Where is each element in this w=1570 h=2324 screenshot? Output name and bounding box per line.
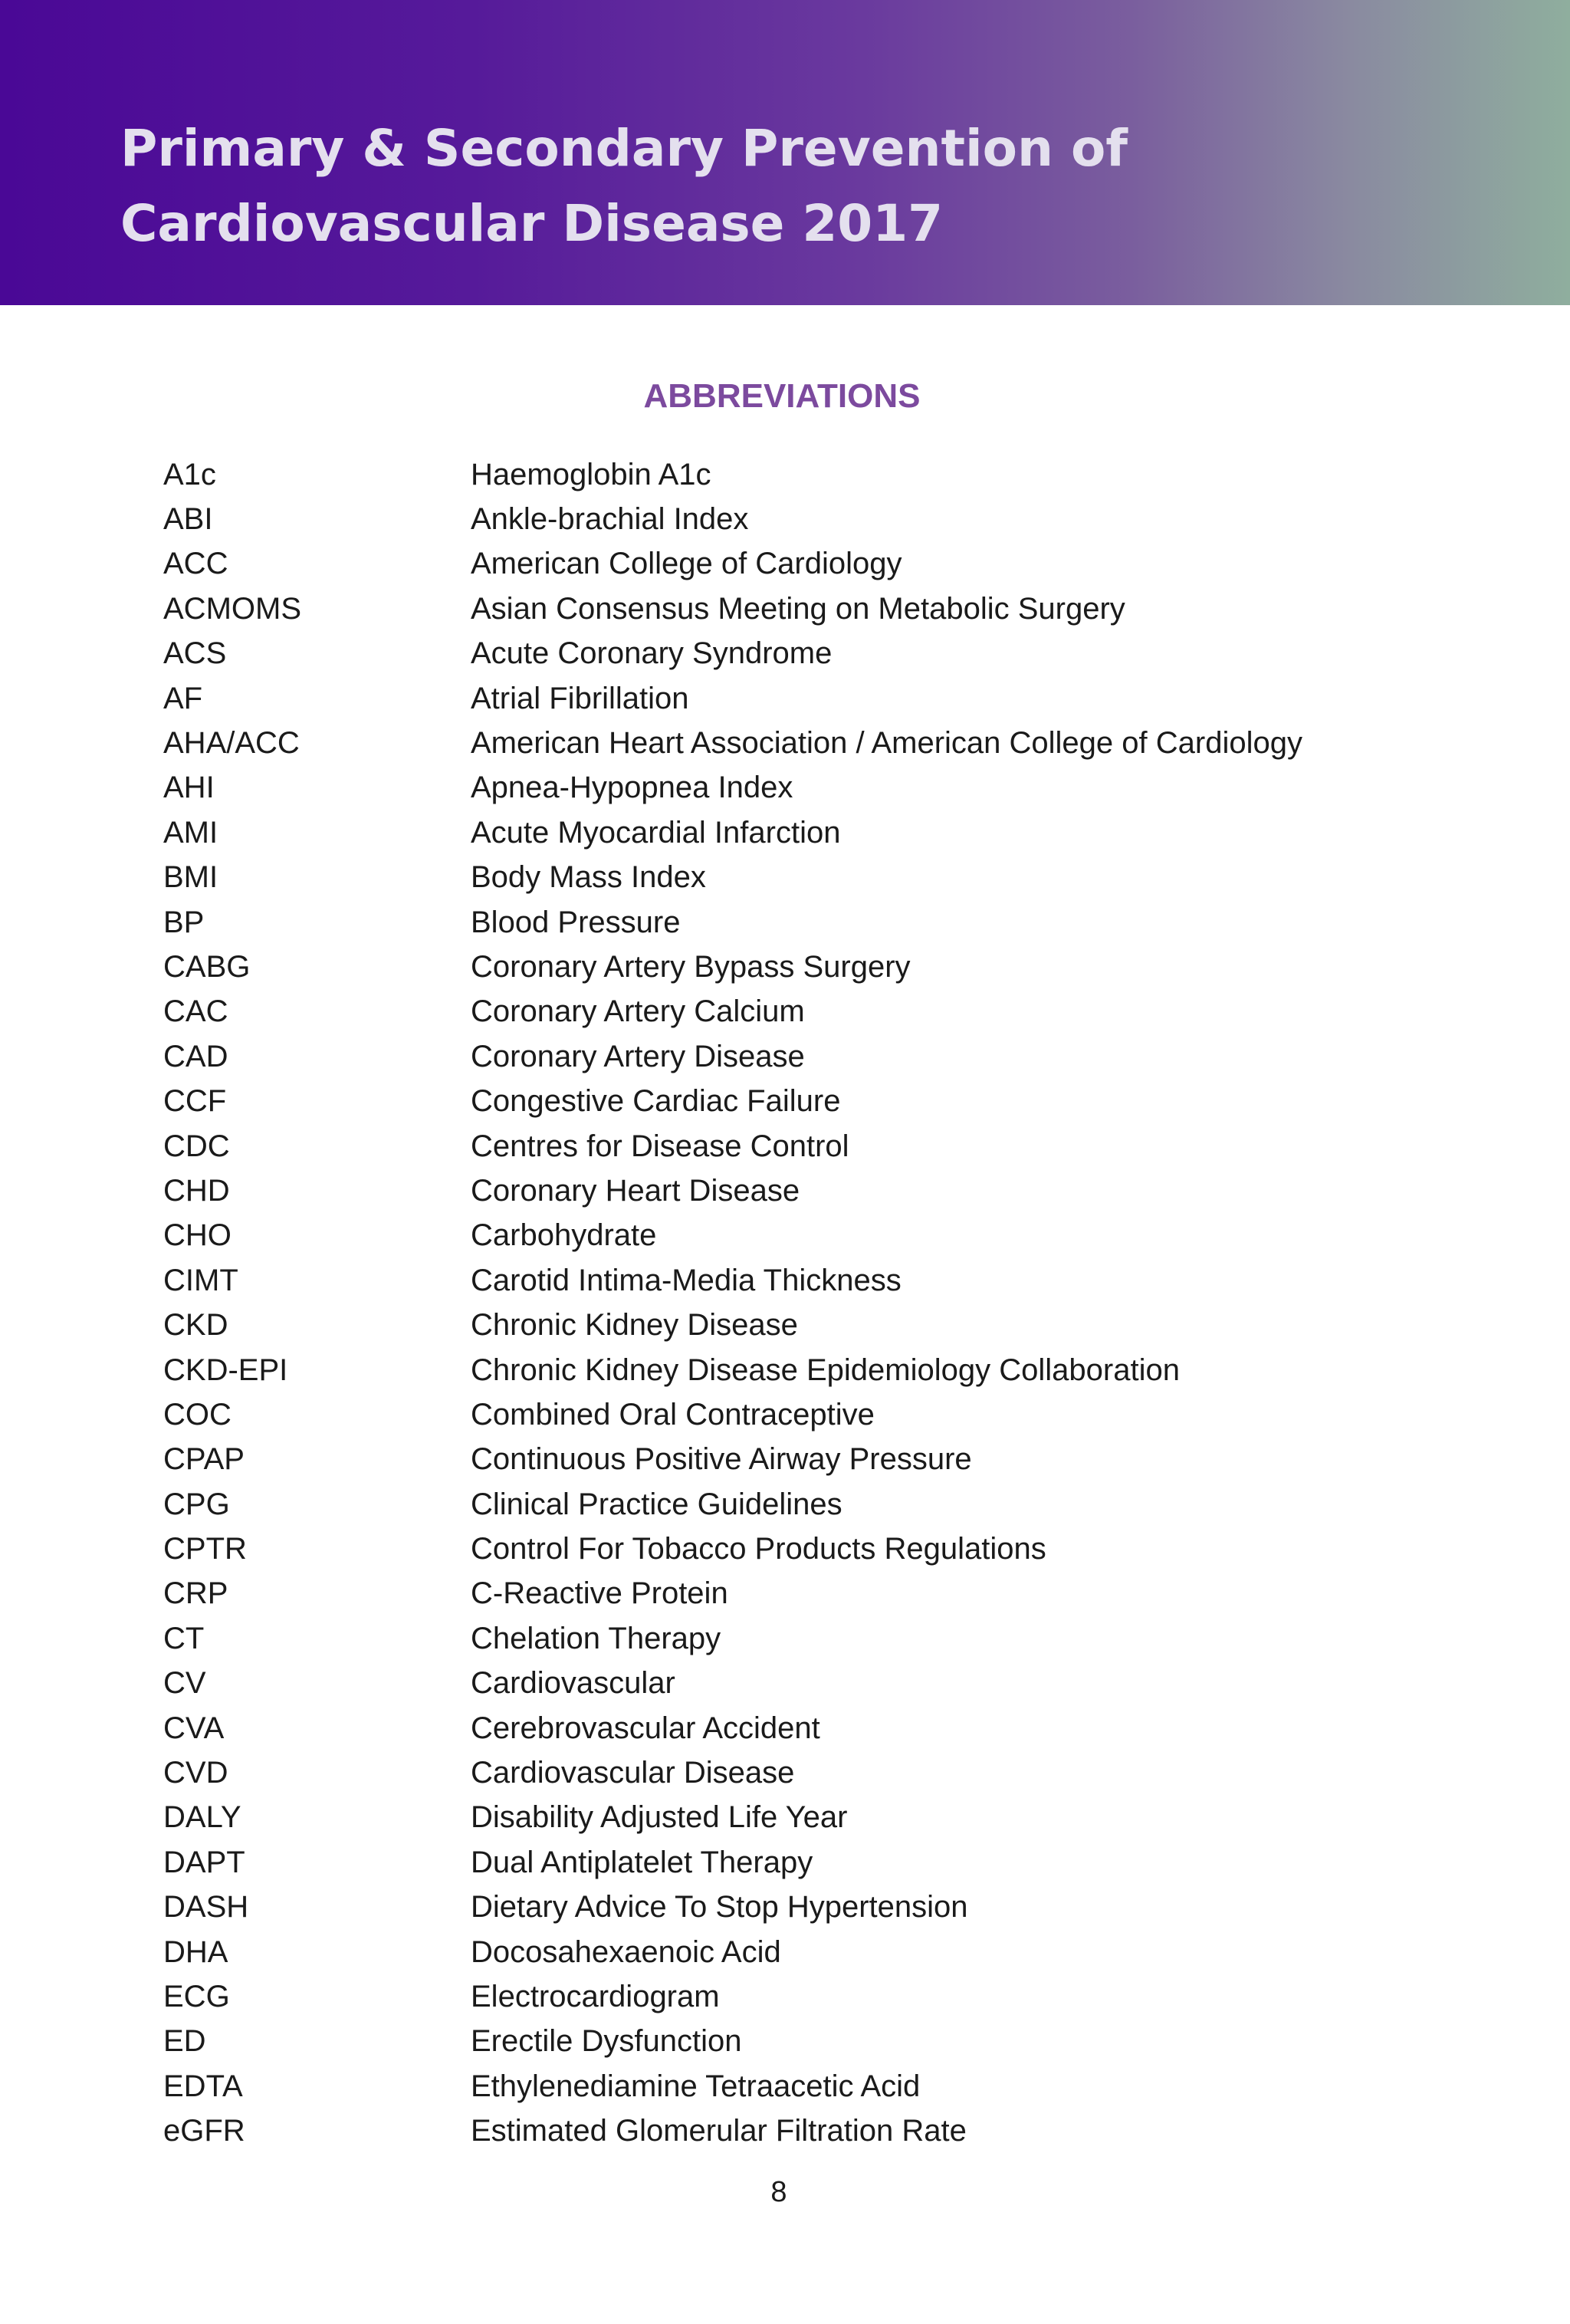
- abbreviation-row: [163, 1214, 1513, 1258]
- abbreviation-term: CHD: [163, 1173, 230, 1208]
- abbreviation-row: [163, 1258, 1513, 1303]
- abbreviation-row: [163, 542, 1513, 587]
- abbreviation-term: CVD: [163, 1756, 228, 1790]
- abbreviation-term: ACMOMS: [163, 591, 301, 626]
- abbreviation-row: [163, 1930, 1513, 1974]
- abbreviation-definition: Chronic Kidney Disease Epidemiology Collaboration: [471, 1353, 1180, 1387]
- abbreviation-row: [163, 1348, 1513, 1392]
- abbreviation-term: eGFR: [163, 2114, 245, 2148]
- abbreviation-definition: Disability Adjusted Life Year: [471, 1800, 848, 1835]
- abbreviation-row: [163, 810, 1513, 855]
- abbreviation-list: [163, 452, 1513, 2154]
- abbreviation-term: ABI: [163, 502, 213, 537]
- abbreviation-definition: Cardiovascular Disease: [471, 1756, 795, 1790]
- abbreviation-definition: Body Mass Index: [471, 860, 706, 895]
- abbreviation-term: CAC: [163, 994, 228, 1029]
- abbreviation-row: [163, 1796, 1513, 1840]
- abbreviation-definition: Coronary Artery Bypass Surgery: [471, 949, 911, 984]
- abbreviation-term: DHA: [163, 1934, 228, 1969]
- abbreviation-definition: Cerebrovascular Accident: [471, 1711, 820, 1745]
- abbreviation-definition: Dietary Advice To Stop Hypertension: [471, 1890, 968, 1925]
- abbreviation-row: [163, 990, 1513, 1034]
- abbreviation-row: [163, 1303, 1513, 1347]
- abbreviation-definition: Estimated Glomerular Filtration Rate: [471, 2114, 967, 2148]
- abbreviation-row: [163, 1438, 1513, 1482]
- abbreviation-row: [163, 587, 1513, 631]
- abbreviation-row: [163, 497, 1513, 541]
- abbreviation-row: [163, 1572, 1513, 1616]
- abbreviation-definition: American College of Cardiology: [471, 547, 902, 581]
- abbreviation-definition: Atrial Fibrillation: [471, 681, 689, 715]
- abbreviation-definition: Acute Coronary Syndrome: [471, 636, 833, 671]
- abbreviation-row: [163, 1079, 1513, 1123]
- abbreviation-row: [163, 945, 1513, 989]
- abbreviation-row: [163, 721, 1513, 765]
- abbreviation-term: CAD: [163, 1039, 228, 1073]
- abbreviation-definition: Cardiovascular: [471, 1666, 675, 1701]
- abbreviation-definition: Control For Tobacco Products Regulations: [471, 1532, 1046, 1566]
- abbreviation-row: [163, 1885, 1513, 1930]
- abbreviation-definition: Clinical Practice Guidelines: [471, 1487, 842, 1521]
- abbreviation-row: [163, 2109, 1513, 2153]
- abbreviation-term: CVA: [163, 1711, 225, 1745]
- abbreviation-definition: Congestive Cardiac Failure: [471, 1084, 841, 1119]
- abbreviation-term: CDC: [163, 1129, 230, 1163]
- abbreviation-definition: Chelation Therapy: [471, 1621, 721, 1655]
- section-heading: ABBREVIATIONS: [643, 377, 921, 415]
- abbreviation-definition: Dual Antiplatelet Therapy: [471, 1845, 813, 1879]
- abbreviation-term: CIMT: [163, 1263, 238, 1297]
- abbreviation-row: [163, 1974, 1513, 2019]
- abbreviation-definition: Centres for Disease Control: [471, 1129, 849, 1163]
- abbreviation-definition: Coronary Heart Disease: [471, 1173, 800, 1208]
- abbreviation-term: ECG: [163, 1979, 230, 2013]
- abbreviation-term: DASH: [163, 1890, 249, 1925]
- abbreviation-definition: Acute Myocardial Infarction: [471, 815, 841, 850]
- abbreviation-term: CRP: [163, 1576, 228, 1611]
- abbreviation-row: [163, 452, 1513, 497]
- abbreviation-row: [163, 766, 1513, 810]
- abbreviation-term: A1c: [163, 457, 216, 491]
- abbreviation-term: ACS: [163, 636, 227, 671]
- abbreviation-term: AHA/ACC: [163, 726, 300, 761]
- abbreviation-row: [163, 676, 1513, 721]
- abbreviation-term: BP: [163, 905, 205, 939]
- abbreviation-definition: Erectile Dysfunction: [471, 2024, 742, 2059]
- abbreviation-row: [163, 900, 1513, 945]
- abbreviation-row: [163, 1392, 1513, 1437]
- abbreviation-row: [163, 856, 1513, 900]
- abbreviation-definition: Coronary Artery Calcium: [471, 994, 805, 1029]
- abbreviation-row: [163, 1527, 1513, 1571]
- abbreviation-row: [163, 2020, 1513, 2064]
- abbreviation-term: CV: [163, 1666, 206, 1701]
- abbreviation-definition: Coronary Artery Disease: [471, 1039, 805, 1073]
- abbreviation-term: CPAP: [163, 1442, 245, 1477]
- abbreviation-row: [163, 1662, 1513, 1706]
- abbreviation-term: CPG: [163, 1487, 230, 1521]
- abbreviation-definition: Carotid Intima-Media Thickness: [471, 1263, 902, 1297]
- abbreviation-row: [163, 1124, 1513, 1169]
- abbreviation-definition: Docosahexaenoic Acid: [471, 1934, 781, 1969]
- abbreviation-definition: Blood Pressure: [471, 905, 681, 939]
- abbreviation-definition: Combined Oral Contraceptive: [471, 1397, 875, 1432]
- abbreviation-row: [163, 1616, 1513, 1661]
- abbreviation-definition: Continuous Positive Airway Pressure: [471, 1442, 972, 1477]
- abbreviation-definition: Asian Consensus Meeting on Metabolic Surgery: [471, 591, 1125, 626]
- abbreviation-term: CPTR: [163, 1532, 247, 1566]
- abbreviation-row: [163, 1706, 1513, 1750]
- abbreviation-row: [163, 1034, 1513, 1079]
- abbreviation-term: CHO: [163, 1218, 232, 1253]
- abbreviation-definition: Ethylenediamine Tetraacetic Acid: [471, 2069, 921, 2103]
- abbreviation-definition: Chronic Kidney Disease: [471, 1308, 798, 1343]
- abbreviation-term: CKD-EPI: [163, 1353, 288, 1387]
- abbreviation-term: CT: [163, 1621, 205, 1655]
- abbreviation-definition: Haemoglobin A1c: [471, 457, 711, 491]
- abbreviation-term: EDTA: [163, 2069, 243, 2103]
- abbreviation-term: AMI: [163, 815, 218, 850]
- abbreviation-term: DALY: [163, 1800, 241, 1835]
- abbreviation-definition: Electrocardiogram: [471, 1979, 720, 2013]
- abbreviation-definition: Apnea-Hypopnea Index: [471, 771, 793, 805]
- header-banner: [0, 0, 1570, 305]
- abbreviation-definition: C-Reactive Protein: [471, 1576, 728, 1611]
- abbreviation-term: CKD: [163, 1308, 228, 1343]
- abbreviation-term: COC: [163, 1397, 232, 1432]
- abbreviation-term: DAPT: [163, 1845, 245, 1879]
- abbreviation-row: [163, 2064, 1513, 2109]
- abbreviation-row: [163, 1840, 1513, 1885]
- abbreviation-term: AHI: [163, 771, 215, 805]
- abbreviation-term: ACC: [163, 547, 228, 581]
- abbreviation-row: [163, 1750, 1513, 1795]
- abbreviation-term: CCF: [163, 1084, 227, 1119]
- abbreviation-definition: Carbohydrate: [471, 1218, 657, 1253]
- abbreviation-row: [163, 1482, 1513, 1527]
- abbreviation-definition: Ankle-brachial Index: [471, 502, 749, 537]
- abbreviation-definition: American Heart Association / American College of Cardiology: [471, 726, 1302, 761]
- abbreviation-term: ED: [163, 2024, 206, 2059]
- abbreviation-row: [163, 632, 1513, 676]
- abbreviation-term: AF: [163, 681, 203, 715]
- abbreviation-row: [163, 1169, 1513, 1213]
- page-number: 8: [770, 2176, 787, 2208]
- abbreviation-term: BMI: [163, 860, 218, 895]
- abbreviation-term: CABG: [163, 949, 251, 984]
- document-title: Primary & Secondary Prevention of Cardiovascular Disease 2017: [120, 119, 1128, 253]
